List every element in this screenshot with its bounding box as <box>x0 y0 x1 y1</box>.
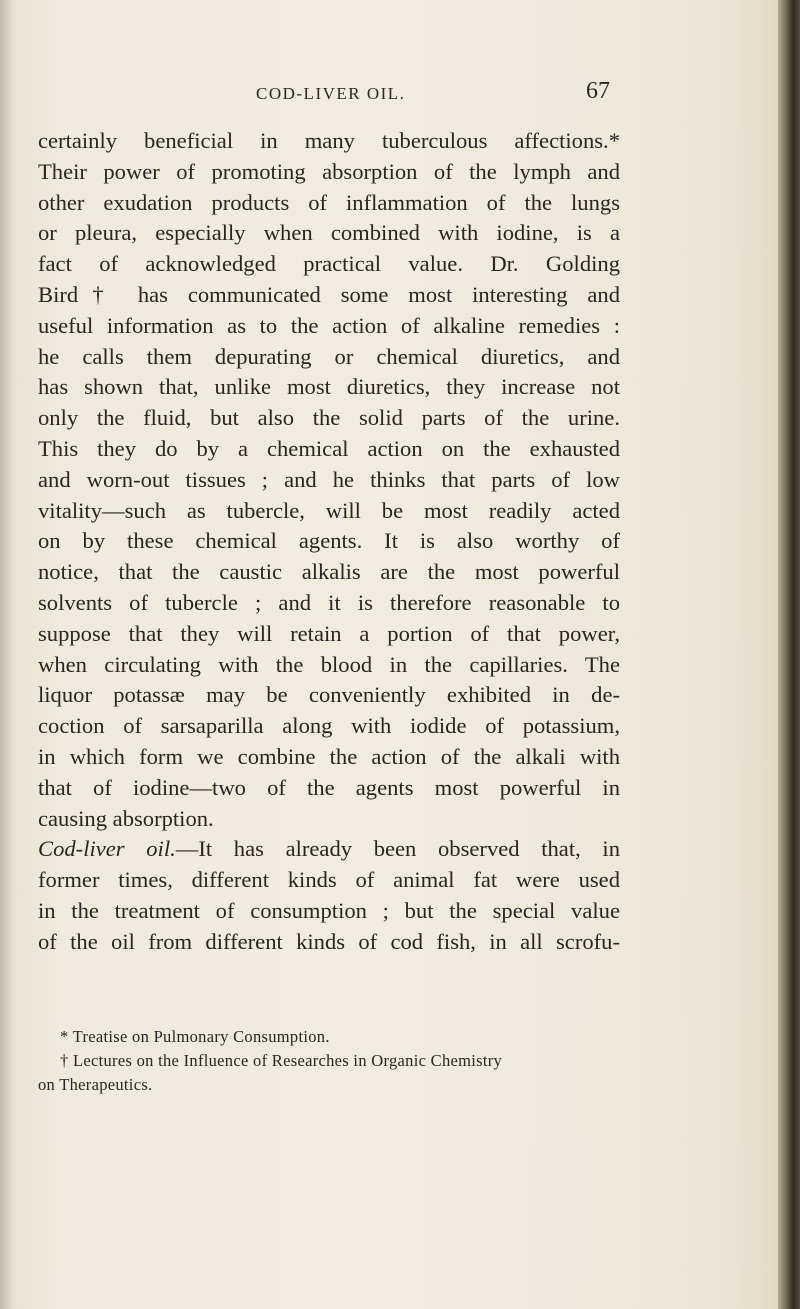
text-line: of the oil from different kinds of cod fish, in all scrofu- <box>38 928 620 954</box>
text-line: coction of sarsaparilla along with iodide of potassium, <box>38 713 620 739</box>
text-line: that of iodine—two of the agents most powerful in <box>38 774 620 800</box>
text-line: This they do by a chemical action on the exhausted <box>38 435 620 461</box>
running-head <box>0 78 778 108</box>
text-line: causing absorption. <box>38 805 214 831</box>
section-lead-text: —It has already been observed that, in <box>175 836 620 862</box>
text-line: in the treatment of consumption ; but the special value <box>38 897 620 923</box>
footnotes <box>38 1025 620 1097</box>
text-line: on by these chemical agents. It is also worthy of <box>38 528 620 554</box>
section-heading-cod-liver-oil: Cod-liver oil. <box>38 836 176 862</box>
text-line: and worn-out tissues ; and he thinks that parts of low <box>38 466 620 492</box>
page-edge-shadow <box>0 0 14 1309</box>
footnote-2: † Lectures on the Influence of Researches in Organic Chemistry <box>60 1051 503 1070</box>
footnote-2-continued: on Therapeutics. <box>38 1075 153 1094</box>
text-line: vitality—such as tubercle, will be most readily acted <box>38 497 620 523</box>
text-line: other exudation products of inflammation of the lungs <box>38 189 620 215</box>
text-line: Their power of promoting absorption of the lymph and <box>38 158 620 184</box>
text-line: or pleura, especially when combined with iodine, is a <box>38 220 620 246</box>
text-line: liquor potassæ may be conveniently exhibited in de- <box>38 682 620 708</box>
text-line: useful information as to the action of alkaline remedies : <box>38 312 620 338</box>
text-line: notice, that the caustic alkalis are the most powerful <box>38 559 620 585</box>
section-lead-line <box>38 834 620 865</box>
text-line: he calls them depurating or chemical diuretics, and <box>38 343 620 369</box>
text-line: suppose that they will retain a portion of that power, <box>38 620 620 646</box>
text-line: certainly beneficial in many tuberculous affections.* <box>38 128 620 153</box>
text-line: when circulating with the blood in the capillaries. The <box>38 651 620 677</box>
body-text <box>38 126 620 958</box>
text-line: fact of acknowledged practical value. Dr. Golding <box>38 251 620 277</box>
footnote-1: * Treatise on Pulmonary Consumption. <box>60 1027 330 1046</box>
page-number: 67 <box>586 78 610 104</box>
text-line: Bird† has communicated some most interesting and <box>38 281 620 307</box>
text-line: has shown that, unlike most diuretics, they increase not <box>38 374 620 400</box>
text-line: in which form we combine the action of the alkali with <box>38 743 620 769</box>
book-spine-edge <box>778 0 800 1309</box>
text-line: solvents of tubercle ; and it is therefore reasonable to <box>38 589 620 615</box>
running-title: COD-LIVER OIL. <box>256 84 406 103</box>
text-line: former times, different kinds of animal fat were used <box>38 867 620 893</box>
text-line: only the fluid, but also the solid parts of the urine. <box>38 405 620 431</box>
